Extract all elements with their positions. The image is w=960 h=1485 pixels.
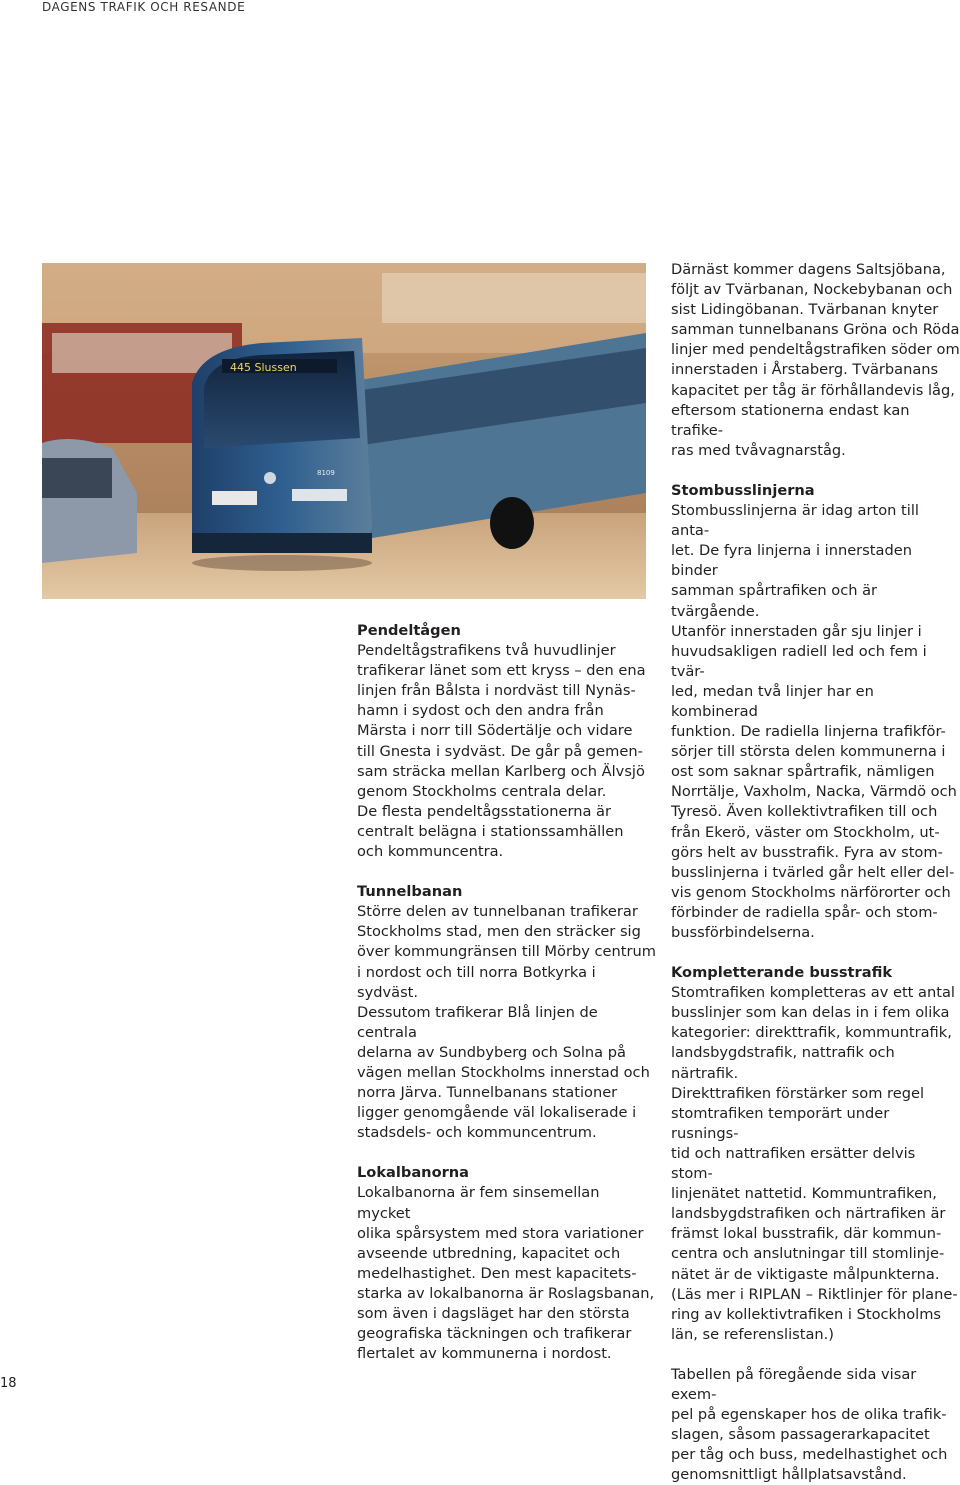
section-heading-stombusslinjerna: Stombusslinjerna bbox=[671, 481, 815, 499]
paragraph-stombusslinjerna: Stombusslinjerna är idag arton till anta- let. De fyra linjerna i innerstaden binder samman spårtrafiken och är tvärgående. Utanför innerstaden går sju linjer i huvudsakligen radiell led och fem i tvär- led, medan två linjer har en kombinerad funktion. De radiella linjerna trafikför- sörjer till största delen kommunerna i ost som saknar spårtrafik, nämligen Norrtälje, Vaxholm, Nacka, Värmdö och Tyresö. Även kollektivtrafiken till och från Ekerö, väster om Stockholm, ut- görs helt av busstrafik. Fyra av stom- busslinjerna i tvärled går helt eller del- vis genom Stockholms närförorter och förbinder de radiella spår- och stom- bussförbindelserna. bbox=[671, 502, 957, 941]
page-number: 18 bbox=[0, 1376, 17, 1391]
right-column bbox=[671, 260, 960, 1485]
running-header: DAGENS TRAFIK OCH RESANDE bbox=[42, 0, 246, 14]
bus-photo-illustration bbox=[42, 263, 646, 599]
paragraph-tunnelbanan: Större delen av tunnelbanan trafikerar Stockholms stad, men den sträcker sig över kommungränsen till Mörby centrum i nordost och till norra Botkyrka i sydväst. Dessutom trafikerar Blå linjen de centrala delarna av Sundbyberg och Solna på vägen mellan Stockholms innerstad och norra Järva. Tunnelbanans stationer ligger genomgående väl lokaliserade i stadsdels- och kommuncentrum. bbox=[357, 903, 656, 1142]
paragraph-intro: Därnäst kommer dagens Saltsjöbana, följt av Tvärbanan, Nockebybanan och sist Lidingöbanan. Tvärbanan knyter samman tunnelbanans Gröna och Röda linjer med pendeltågstrafiken söder om innerstaden i Årstaberg. Tvärbanans kapacitet per tåg är förhållandevis låg, eftersom stationerna endast kan trafike- ras med tvåvagnarståg. bbox=[671, 261, 960, 459]
section-heading-pendeltagen: Pendeltågen bbox=[357, 622, 461, 639]
paragraph-tabellen: Tabellen på föregående sida visar exem- pel på egenskaper hos de olika trafik- slagen, såsom passagerarkapacitet per tåg och buss, medelhastighet och genomsnittligt hållplatsavstånd. bbox=[671, 1365, 948, 1484]
bus-photo bbox=[42, 263, 646, 599]
paragraph-kompletterande: Stomtrafiken kompletteras av ett antal busslinjer som kan delas in i fem olika kategorier: direkttrafik, kommuntrafik, landsbygdstrafik, nattrafik och närtrafik. Direkttrafiken förstärker som regel stomtrafiken temporärt under rusnings- tid och nattrafiken ersätter delvis stom- linjenätet nattetid. Kommuntrafiken, landsbygdstrafiken och närtrafiken är främst lokal busstrafik, där kommun- centra och anslutningar till stomlinje- nätet är de viktigaste målpunkterna. (Läs mer i RIPLAN – Riktlinjer för plane- ring av kollektivtrafiken i Stockholms län, se referenslistan.) bbox=[671, 984, 958, 1343]
section-heading-lokalbanorna: Lokalbanorna bbox=[357, 1164, 470, 1182]
destination-sign: 445 Slussen bbox=[230, 361, 297, 374]
paragraph-pendeltagen: Pendeltågstrafikens två huvudlinjer trafikerar länet som ett kryss – den ena linjen från Bålsta i nordväst till Nynäs- hamn i sydost och den andra från Märsta i norr till Södertälje och vidare till Gnesta i sydväst. De går på gemen- sam sträcka mellan Karlberg och Älvsjö genom Stockholms centrala delar. De flesta pendeltågsstationerna är centralt belägna i stationssamhällen och kommuncentra. bbox=[357, 642, 646, 861]
section-heading-tunnelbanan: Tunnelbanan bbox=[357, 883, 463, 901]
bus-number: 8109 bbox=[317, 469, 335, 477]
paragraph-lokalbanorna: Lokalbanorna är fem sinsemellan mycket olika spårsystem med stora variationer avseende utbredning, kapacitet och medelhastighet. Den mest kapacitets- starka av lokalbanorna är Roslagsbanan, som även i dagsläget har den största geografiska täckningen och trafikerar flertalet av kommunerna i nordost. bbox=[357, 1184, 655, 1363]
section-heading-kompletterande: Kompletterande busstrafik bbox=[671, 964, 893, 982]
middle-column bbox=[357, 621, 657, 1364]
